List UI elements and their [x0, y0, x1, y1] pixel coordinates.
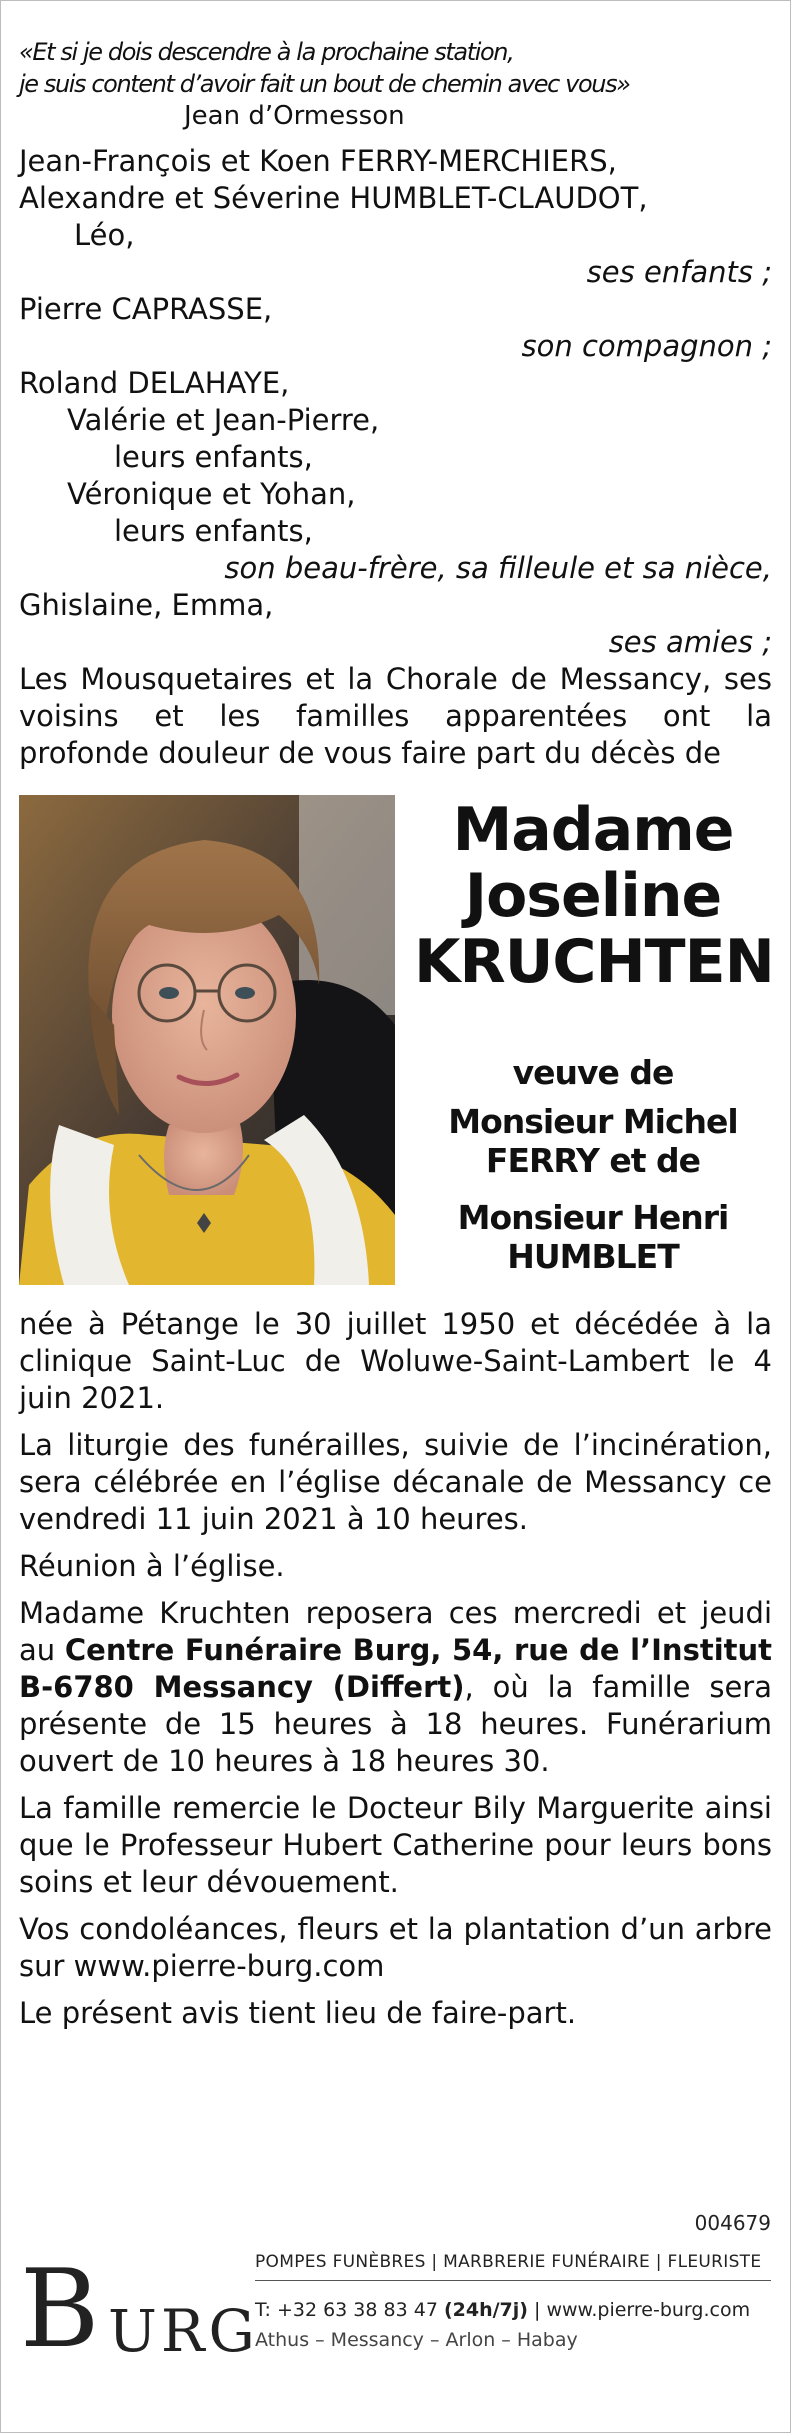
- spouse-1-line-1: Monsieur Michel: [448, 1102, 738, 1141]
- portrait-photo: [19, 795, 395, 1285]
- logo-letter-b: B: [20, 2247, 100, 2372]
- phone: T: +32 63 38 83 47: [255, 2299, 444, 2321]
- visitation-intro: Madame Kruchten reposera ces mercredi et jeudi au: [19, 1596, 772, 1667]
- visitation-paragraph: [19, 1595, 772, 1780]
- family-line: Jean-François et Koen FERRY-MERCHIERS,: [19, 144, 617, 178]
- visitation-place: Centre Funéraire Burg, 54, rue de l’Institut B-6780 Messancy (Differt): [19, 1633, 773, 1704]
- family-line: Valérie et Jean-Pierre,: [67, 403, 380, 437]
- phone-hours: (24h/7j): [443, 2299, 528, 2321]
- spouse-2-line-2: HUMBLET: [507, 1237, 679, 1276]
- announcement-line: profonde douleur de vous faire part du décès de: [19, 736, 721, 770]
- family-list: [19, 143, 772, 772]
- family-line: Véronique et Yohan,: [67, 477, 356, 511]
- family-line: Roland DELAHAYE,: [19, 366, 290, 400]
- services-line: POMPES FUNÈBRES | MARBRERIE FUNÉRAIRE | FLEURISTE: [255, 2252, 762, 2272]
- website: | www.pierre-burg.com: [527, 2299, 751, 2321]
- visitation-hours: , où la famille sera présente de 15 heures à 18 heures. Funérarium ouvert de 10 heures à 18 heures 30.: [19, 1670, 773, 1778]
- spouse-2-line-1: Monsieur Henri: [457, 1198, 729, 1237]
- family-line: Alexandre et Séverine HUMBLET-CLAUDOT,: [19, 181, 648, 215]
- widow-of-label: veuve de: [512, 1053, 674, 1092]
- funeral-home-footer: [0, 2242, 791, 2412]
- family-line: Pierre CAPRASSE,: [19, 292, 273, 326]
- quote: [19, 36, 772, 100]
- reference-number: 004679: [694, 2211, 771, 2235]
- deceased-title: Madame: [452, 795, 734, 865]
- family-line: Ghislaine, Emma,: [19, 588, 274, 622]
- birth-death-paragraph: née à Pétange le 30 juillet 1950 et décédée à la clinique Saint-Luc de Woluwe-Saint-Lambert le 4 juin 2021.: [19, 1307, 772, 1415]
- obituary-content: [19, 36, 772, 2032]
- deceased-first-name: Joseline: [464, 861, 722, 931]
- spouse-1-line-2: FERRY et de: [485, 1141, 701, 1180]
- footer-divider: [255, 2280, 771, 2281]
- announcement-line: Les Mousquetaires et la Chorale de Messancy, ses: [19, 662, 772, 696]
- condolences-paragraph: Vos condoléances, fleurs et la plantation d’un arbre sur www.pierre-burg.com: [19, 1912, 772, 1983]
- family-line: leurs enfants,: [114, 440, 313, 474]
- family-line: Léo,: [74, 218, 135, 252]
- meeting-paragraph: Réunion à l’église.: [19, 1549, 285, 1583]
- deceased-name-block: [414, 795, 772, 1276]
- quote-author: Jean d’Ormesson: [184, 101, 405, 131]
- contact-line: [255, 2299, 750, 2321]
- deceased-last-name: KRUCHTEN: [414, 927, 774, 997]
- logo-letters: URG: [108, 2297, 259, 2365]
- relation-label: ses amies ;: [608, 625, 772, 659]
- locations-line: Athus – Messancy – Arlon – Habay: [255, 2329, 578, 2351]
- relation-label: son beau-frère, sa filleule et sa nièce,: [224, 551, 772, 585]
- relation-label: son compagnon ;: [521, 329, 772, 363]
- relation-label: ses enfants ;: [586, 255, 772, 289]
- quote-line-1: «Et si je dois descendre à la prochaine station,: [19, 38, 514, 66]
- deceased-section: [19, 795, 772, 1285]
- quote-line-2: je suis content d’avoir fait un bout de chemin avec vous»: [19, 70, 630, 98]
- liturgy-paragraph: La liturgie des funérailles, suivie de l’incinération, sera célébrée en l’église décanale de Messancy ce vendredi 11 juin 2021 à 10 heures.: [19, 1428, 772, 1536]
- notice-paragraph: Le présent avis tient lieu de faire-part.: [19, 1996, 577, 2030]
- thanks-paragraph: La famille remercie le Docteur Bily Marguerite ainsi que le Professeur Hubert Catherine pour leurs bons soins et leur dévouement.: [19, 1791, 772, 1899]
- family-line: leurs enfants,: [114, 514, 313, 548]
- announcement-line: voisins et les familles apparentées ont la: [19, 699, 772, 733]
